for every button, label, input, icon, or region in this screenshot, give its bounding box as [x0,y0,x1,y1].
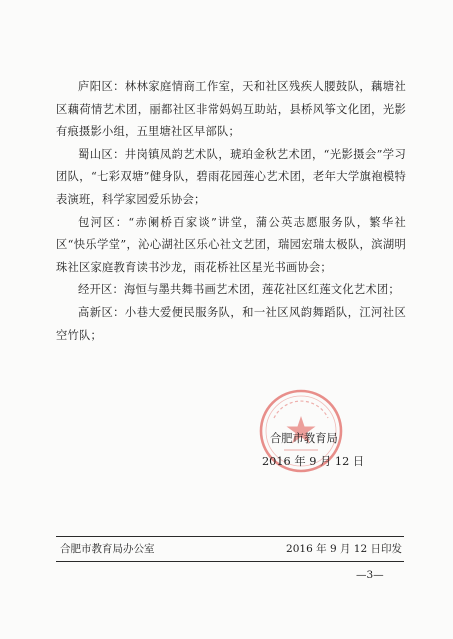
signature-organization: 合肥市教育局 [270,432,338,445]
footer-issued-date: 2016 年 9 月 12 日印发 [286,543,402,555]
paragraph-luyang: 庐阳区：林林家庭情商工作室，天和社区残疾人腰鼓队，藕塘社区藕荷情艺术团，丽都社区非常妈妈互助站，县桥风筝文化团，光影有痕摄影小组，五里塘社区早部队； [56,80,406,139]
paragraph-shushan: 蜀山区：井岗镇凤韵艺术队，琥珀金秋艺术团，“光影摄会”学习团队，“七彩双塘”健身队，碧雨花园莲心艺术团，老年大学旗袍模特表演班，科学家园爱乐协会； [56,147,406,206]
signature-block [262,428,372,473]
paragraph-baohe: 包河区：“赤阑桥百家谈”讲堂，蒲公英志愿服务队，繁华社区“快乐学堂”，沁心湖社区乐心社文艺团，瑞园宏瑞太极队，滨湖明珠社区家庭教育读书沙龙，雨花桥社区星光书画协会； [56,215,406,274]
document-body [56,76,406,347]
footer-top-rule [56,536,404,537]
paragraph-gaoxin: 高新区：小巷大爱便民服务队，和一社区风韵舞蹈队，江河社区空竹队； [56,305,406,342]
footer-bottom-rule [56,561,404,562]
page-number: —3— [356,569,384,581]
signature-date: 2016 年 9 月 12 日 [262,454,365,468]
footer-issuer: 合肥市教育局办公室 [60,543,155,555]
paragraph-jingkai: 经开区：海恒与墨共舞书画艺术团，莲花社区红莲文化艺术团； [78,283,400,297]
